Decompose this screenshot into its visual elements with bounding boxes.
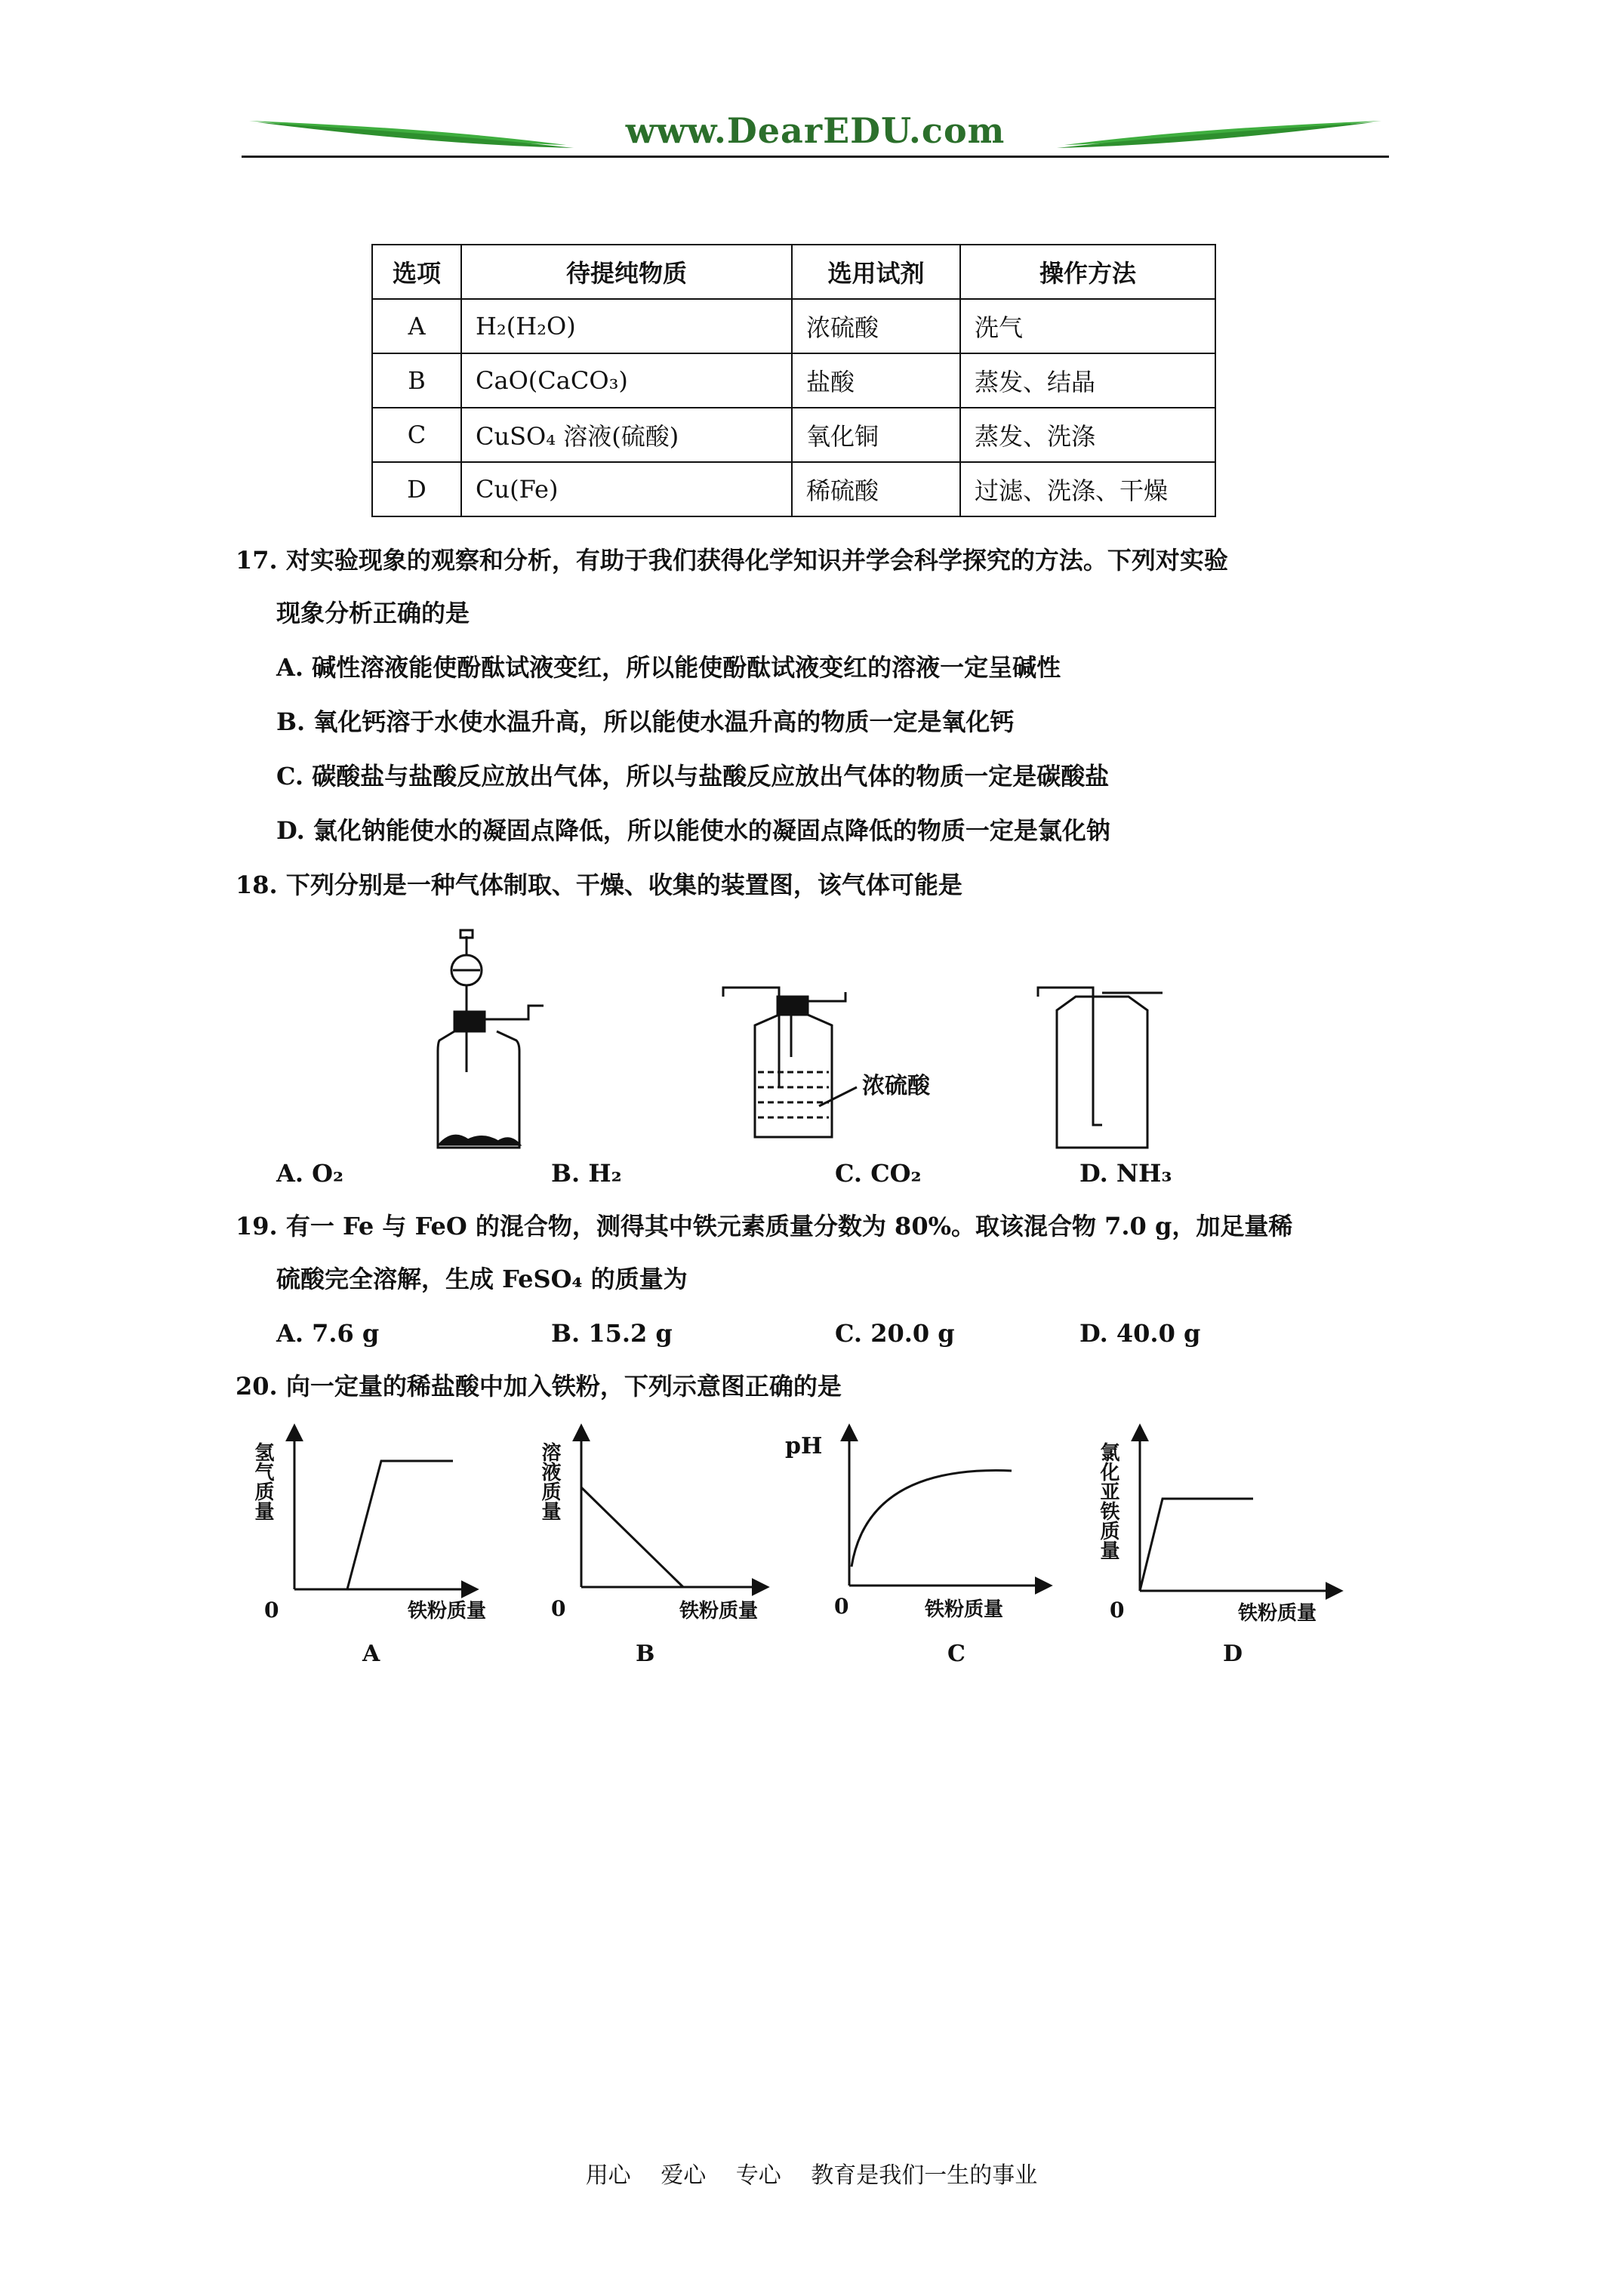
graph-a: [294, 1427, 476, 1589]
table-cell-reagent: 氧化铜: [792, 408, 960, 462]
q19-option-b: B. 15.2 g: [551, 1319, 673, 1348]
graph-c-xlabel: 铁粉质量: [925, 1598, 1004, 1621]
table-cell-method: 洗气: [960, 299, 1215, 353]
q17-option-b: B. 氧化钙溶于水使水温升高，所以能使水温升高的物质一定是氧化钙: [276, 707, 1015, 736]
graph-d-caption: D: [1223, 1641, 1243, 1667]
table-cell-reagent: 浓硫酸: [792, 299, 960, 353]
table-cell-substance: H₂(H₂O): [461, 299, 792, 353]
q19-option-a: A. 7.6 g: [276, 1319, 380, 1348]
gas-generator-icon: [438, 930, 544, 1148]
graph-b-curve: [581, 1487, 683, 1587]
graph-d-curve: [1140, 1499, 1253, 1591]
q19-option-c: C. 20.0 g: [835, 1319, 955, 1348]
drying-agent-label: 浓硫酸: [862, 1073, 930, 1099]
q19-option-d: D. 40.0 g: [1079, 1319, 1201, 1348]
drying-bottle-icon: [723, 988, 857, 1137]
table-cell-substance: CuSO₄ 溶液(硫酸): [461, 408, 792, 462]
table-row: [372, 462, 1215, 516]
table-cell-reagent: 盐酸: [792, 353, 960, 408]
q18-stem: 18. 下列分别是一种气体制取、干燥、收集的装置图，该气体可能是: [236, 871, 962, 899]
q18-option-b: B. H₂: [551, 1159, 622, 1188]
graph-b: [581, 1427, 766, 1587]
q17-option-a: A. 碱性溶液能使酚酞试液变红，所以能使酚酞试液变红的溶液一定呈碱性: [276, 653, 1061, 682]
graph-d-xlabel: 铁粉质量: [1238, 1602, 1317, 1625]
graph-d: [1140, 1427, 1340, 1591]
table-row: [372, 353, 1215, 408]
q20-graphs-figure: [249, 1419, 1366, 1676]
table-header-cell: 操作方法: [960, 245, 1215, 299]
q17-option-c: C. 碳酸盐与盐酸反应放出气体，所以与盐酸反应放出气体的物质一定是碳酸盐: [276, 762, 1110, 791]
graph-d-origin: 0: [1110, 1598, 1125, 1623]
graph-c-caption: C: [947, 1641, 965, 1667]
graph-b-xlabel: 铁粉质量: [679, 1600, 759, 1623]
graph-c: [849, 1427, 1049, 1586]
table-cell-reagent: 稀硫酸: [792, 462, 960, 516]
table-cell-method: 过滤、洗涤、干燥: [960, 462, 1215, 516]
table-row: [372, 408, 1215, 462]
graph-b-caption: B: [636, 1641, 655, 1667]
graph-d-ylabel: 氯化亚铁质量: [1097, 1442, 1119, 1560]
site-name: www.DearEDU.com: [625, 110, 1006, 151]
table-header-row: [372, 245, 1215, 299]
q20-stem: 20. 向一定量的稀盐酸中加入铁粉，下列示意图正确的是: [236, 1372, 842, 1401]
table-cell-option: C: [372, 408, 461, 462]
graph-a-origin: 0: [264, 1598, 279, 1623]
graph-b-origin: 0: [551, 1596, 566, 1621]
table-header-cell: 选用试剂: [792, 245, 960, 299]
table-header-cell: 选项: [372, 245, 461, 299]
table-cell-option: B: [372, 353, 461, 408]
purification-table: [371, 244, 1216, 517]
table-cell-substance: Cu(Fe): [461, 462, 792, 516]
page-header: [242, 106, 1389, 166]
table-cell-method: 蒸发、洗涤: [960, 408, 1215, 462]
q17-stem-line1: 17. 对实验现象的观察和分析，有助于我们获得化学知识并学会科学探究的方法。下列对实验: [236, 546, 1228, 575]
graph-a-curve: [347, 1461, 453, 1589]
q18-option-c: C. CO₂: [835, 1159, 922, 1188]
table-cell-method: 蒸发、结晶: [960, 353, 1215, 408]
graph-b-ylabel: 溶液质量: [538, 1442, 561, 1521]
footer-slogan: 用心 爱心 专心 教育是我们一生的事业: [585, 2162, 1038, 2189]
table-cell-option: A: [372, 299, 461, 353]
table-cell-option: D: [372, 462, 461, 516]
table-header-cell: 待提纯物质: [461, 245, 792, 299]
q17-option-d: D. 氯化钠能使水的凝固点降低，所以能使水的凝固点降低的物质一定是氯化钠: [276, 816, 1110, 845]
graph-c-curve: [852, 1471, 1012, 1567]
q18-apparatus-figure: [408, 921, 1253, 1155]
graph-c-origin: 0: [834, 1594, 849, 1619]
q17-stem-line2: 现象分析正确的是: [276, 599, 470, 627]
header-rule: [242, 156, 1389, 158]
table-cell-substance: CaO(CaCO₃): [461, 353, 792, 408]
graph-c-ylabel: pH: [785, 1433, 823, 1459]
q19-stem-line1: 19. 有一 Fe 与 FeO 的混合物，测得其中铁元素质量分数为 80%。取该混合物 7.0 g，加足量稀: [236, 1212, 1293, 1240]
table-row: [372, 299, 1215, 353]
q18-option-d: D. NH₃: [1079, 1159, 1172, 1188]
graph-a-caption: A: [362, 1641, 380, 1667]
graph-a-ylabel: 氢气质量: [251, 1442, 274, 1521]
q18-option-a: A. O₂: [276, 1159, 343, 1188]
q19-stem-line2: 硫酸完全溶解，生成 FeSO₄ 的质量为: [276, 1265, 688, 1293]
collecting-bottle-icon: [1038, 988, 1163, 1148]
graph-a-xlabel: 铁粉质量: [408, 1600, 487, 1623]
